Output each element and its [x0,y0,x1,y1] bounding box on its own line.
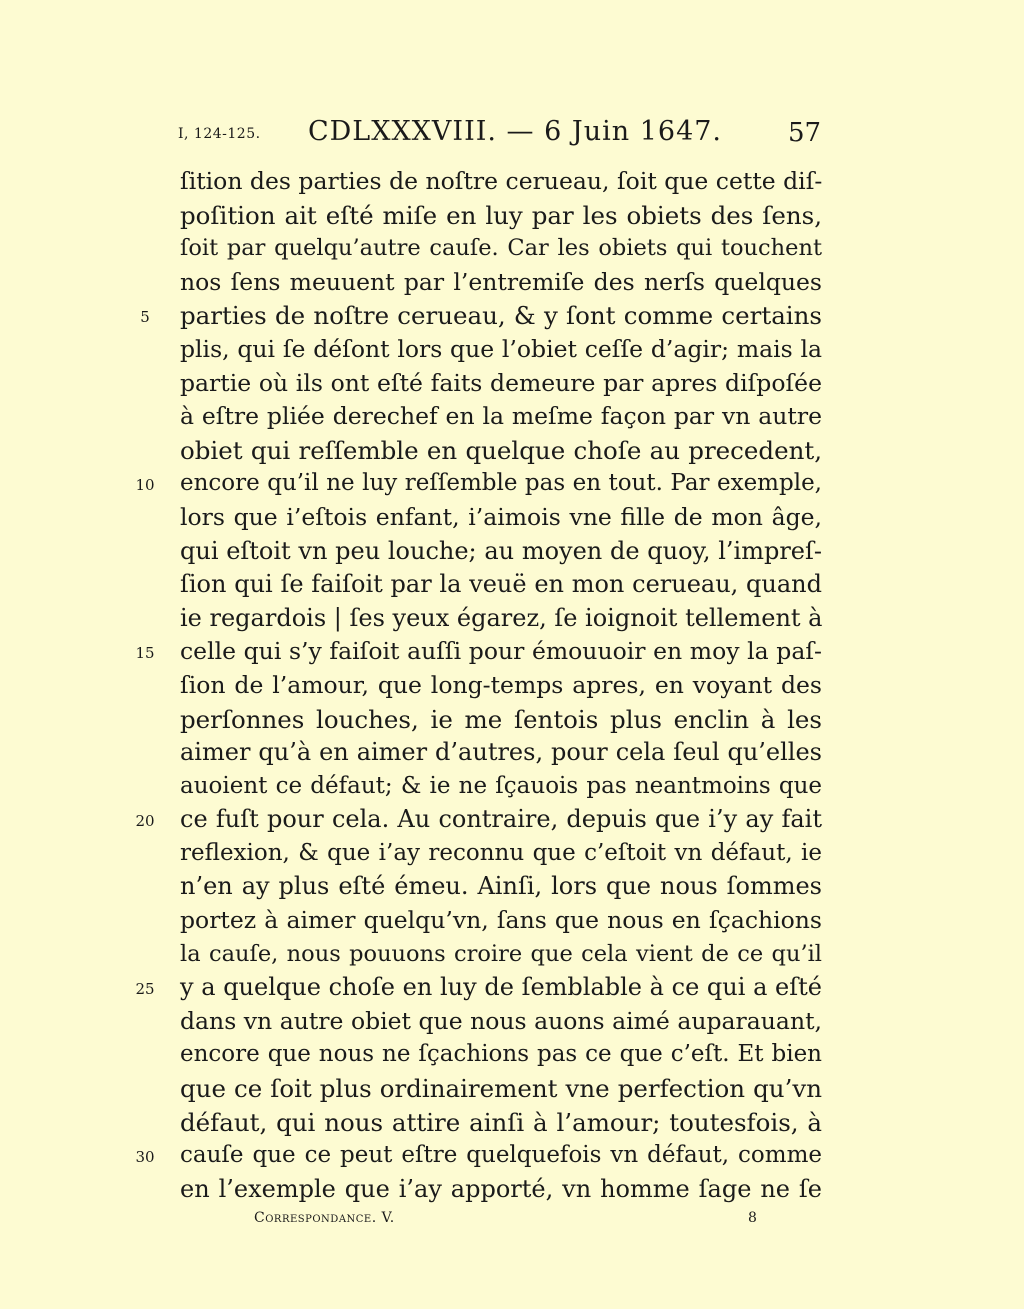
text-line [0,467,1024,501]
text-line [0,568,1024,602]
line-text: qui eſtoit vn peu louche; au moyen de quoy, l’impreſ- [180,536,822,565]
line-text: n’en ay plus eſté émeu. Ainſi, lors que nous ſommes [180,872,822,901]
text-line [0,501,1024,535]
text-line [0,333,1024,367]
line-text: poſition ait eſté miſe en luy par les obiets des ſens, [180,200,822,230]
text-line [0,434,1024,468]
text-line [0,199,1024,233]
line-number: 10 [135,476,155,495]
text-line [0,770,1024,804]
gathering-number: 8 [748,1210,757,1226]
line-text: défaut, qui nous attire ainſi à l’amour; toutesfois, à [180,1107,822,1137]
running-header [0,112,1024,152]
line-number: 30 [135,1148,155,1167]
line-text: la cauſe, nous pouuons croire que cela vient de ce qu’il [180,940,822,967]
text-line [0,266,1024,300]
text-line [0,803,1024,837]
text-line [0,736,1024,770]
text-line [0,635,1024,669]
text-line [0,938,1024,972]
line-text: dans vn autre obiet que nous auons aimé auparauant, [180,1006,822,1035]
line-text: ſition des parties de noſtre cerueau, ſoit que cette diſ- [180,167,823,195]
text-line [0,669,1024,703]
line-text: nos ſens meuuent par l’entremiſe des nerſs quelques [180,267,822,296]
edition-reference: I, 124-125. [178,126,261,142]
signature-mark: Correspondance. V. [254,1210,395,1226]
body-text [0,165,1024,1206]
text-line [0,904,1024,938]
line-number: 15 [135,644,155,663]
line-text: ſion qui ſe faiſoit par la veuë en mon cerueau, quand [180,570,822,599]
text-line [0,1106,1024,1140]
line-number: 25 [135,980,155,999]
text-line [0,1173,1024,1207]
text-line [0,703,1024,737]
line-text: perſonnes louches, ie me ſentois plus enclin à les [180,704,822,734]
line-number: 5 [140,308,150,327]
line-text: que ce ſoit plus ordinairement vne perfection qu’vn [180,1074,822,1104]
line-text: cauſe que ce peut eſtre quelquefois vn défaut, comme [180,1142,822,1169]
page-number: 57 [788,118,822,148]
line-text: auoient ce défaut; & ie ne ſçauois pas neantmoins que [180,772,822,799]
text-line [0,367,1024,401]
line-text: plis, qui ſe déſont lors que l’obiet ceſſe d’agir; mais la [180,334,822,363]
text-line [0,1139,1024,1173]
line-text: ſoit par quelqu’autre cauſe. Car les obiets qui touchent [180,235,822,262]
line-text: encore que nous ne ſçachions pas ce que c’eſt. Et bien [180,1041,822,1068]
line-text: obiet qui reſſemble en quelque choſe au precedent, [180,435,822,465]
line-text: encore qu’il ne luy reſſemble pas en tout. Par exemple, [180,470,822,497]
letter-title: CDLXXXVIII. — 6 Juin 1647. [308,116,723,147]
text-line [0,232,1024,266]
text-line [0,1038,1024,1072]
text-line [0,165,1024,199]
text-line [0,837,1024,871]
text-line [0,400,1024,434]
line-text: ie regardois | ſes yeux égarez, ſe ioignoit tellement à [180,603,823,632]
line-text: lors que i’eſtois enfant, i’aimois vne fille de mon âge, [180,502,822,531]
text-line [0,1005,1024,1039]
line-text: reflexion, & que i’ay reconnu que c’eſtoit vn défaut, ie [180,839,822,866]
line-text: portez à aimer quelqu’vn, ſans que nous en ſçachions [180,906,822,935]
line-text: partie où ils ont eſté faits demeure par apres diſpoſée [180,368,822,397]
text-line [0,971,1024,1005]
line-text: ſion de l’amour, que long-temps apres, en voyant des [180,670,822,699]
page-footer [0,1210,1024,1234]
text-line [0,1072,1024,1106]
text-line [0,535,1024,569]
text-line [0,602,1024,636]
text-line [0,870,1024,904]
line-number: 20 [135,812,155,831]
line-text: y a quelque choſe en luy de ſemblable à ce qui a eſté [180,973,822,1002]
text-line [0,299,1024,333]
line-text: celle qui s’y faiſoit auſſi pour émouuoir en moy la paſ- [180,637,822,666]
line-text: aimer qu’à en aimer d’autres, pour cela ſeul qu’elles [180,738,822,767]
line-text: parties de noſtre cerueau, & y ſont comme certains [180,301,822,331]
line-text: ce fuſt pour cela. Au contraire, depuis que i’y ay fait [180,805,822,834]
line-text: à eſtre pliée derechef en la meſme façon par vn autre [180,402,822,431]
line-text: en l’exemple que i’ay apporté, vn homme ſage ne ſe [180,1174,822,1203]
